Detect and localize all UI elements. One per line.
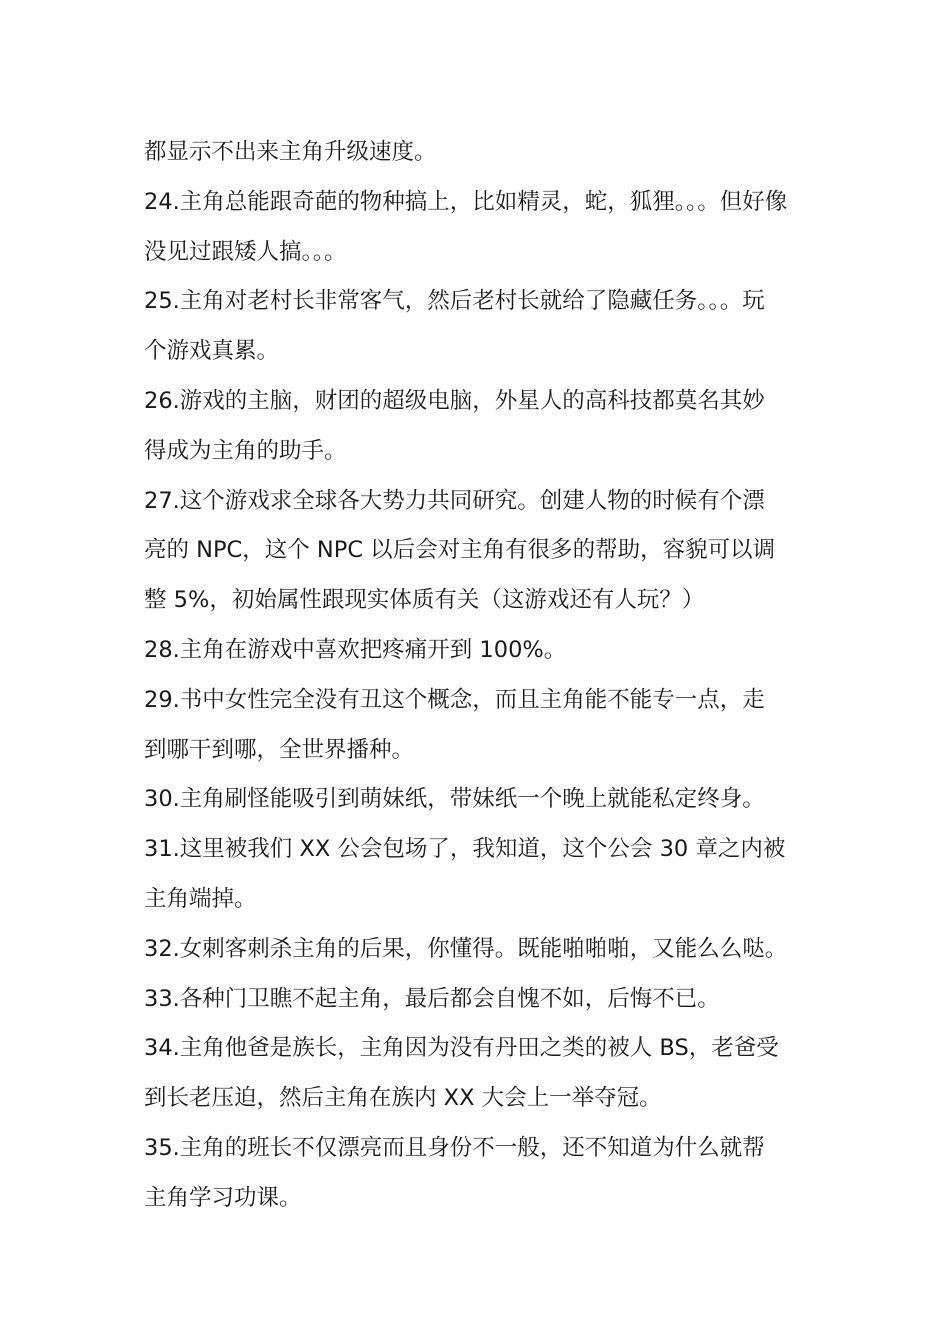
text-line: 26.游戏的主脑，财团的超级电脑，外星人的高科技都莫名其妙 xyxy=(144,387,765,414)
text-line: 到长老压迫，然后主角在族内 XX 大会上一举夺冠。 xyxy=(144,1085,662,1112)
text-line: 没见过跟矮人搞。。。 xyxy=(144,238,347,265)
text-line: 33.各种门卫瞧不起主角，最后都会自愧不如，后悔不已。 xyxy=(144,985,720,1012)
text-line: 34.主角他爸是族长，主角因为没有丹田之类的被人 BS，老爸受 xyxy=(144,1035,779,1062)
text-line: 到哪干到哪，全世界播种。 xyxy=(144,736,415,763)
text-line: 29.书中女性完全没有丑这个概念，而且主角能不能专一点，走 xyxy=(144,686,765,713)
body-text xyxy=(144,128,816,1224)
text-line: 30.主角刷怪能吸引到萌妹纸，带妹纸一个晚上就能私定终身。 xyxy=(144,786,765,813)
text-line: 都显示不出来主角升级速度。 xyxy=(144,139,437,165)
text-line: 亮的 NPC，这个 NPC 以后会对主角有很多的帮助，容貌可以调 xyxy=(144,537,776,564)
text-line: 主角学习功课。 xyxy=(144,1184,302,1211)
text-line: 得成为主角的助手。 xyxy=(144,437,347,464)
text-line: 24.主角总能跟奇葩的物种搞上，比如精灵，蛇，狐狸。。。但好像 xyxy=(144,188,788,215)
text-line: 主角端掉。 xyxy=(144,885,257,912)
text-line: 28.主角在游戏中喜欢把疼痛开到 100%。 xyxy=(144,636,567,663)
text-line: 35.主角的班长不仅漂亮而且身份不一般，还不知道为什么就帮 xyxy=(144,1134,765,1161)
text-line: 27.这个游戏求全球各大势力共同研究。创建人物的时候有个漂 xyxy=(144,487,765,514)
text-line: 31.这里被我们 XX 公会包场了，我知道，这个公会 30 章之内被 xyxy=(144,836,786,863)
text-line: 整 5%，初始属性跟现实体质有关（这游戏还有人玩？） xyxy=(144,587,705,614)
text-line: 25.主角对老村长非常客气，然后老村长就给了隐藏任务。。。玩 xyxy=(144,288,765,315)
text-line: 个游戏真累。 xyxy=(144,338,280,365)
text-line: 32.女刺客刺杀主角的后果，你懂得。既能啪啪啪，又能么么哒。 xyxy=(144,935,788,962)
